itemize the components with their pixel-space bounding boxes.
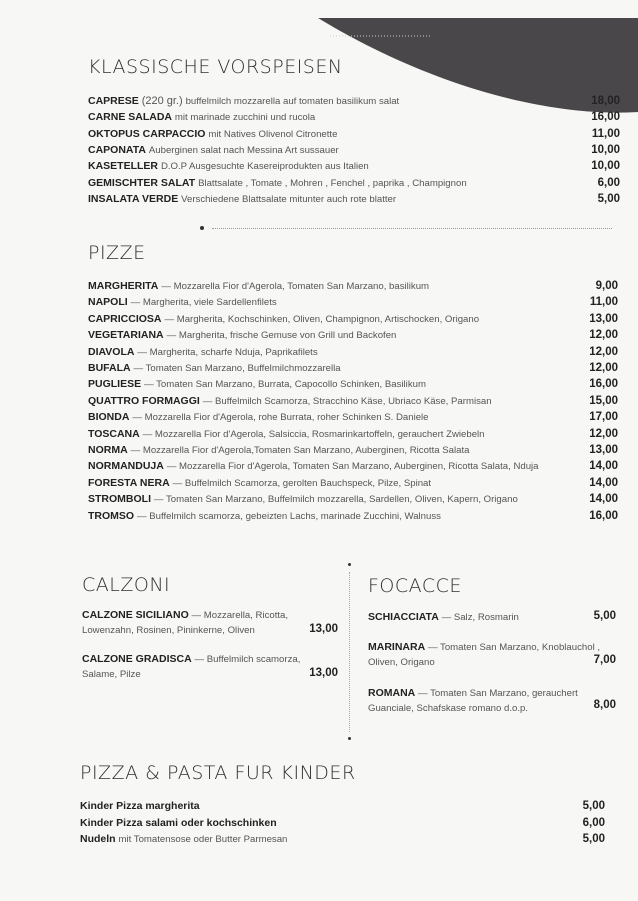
pizze-item: [88, 394, 492, 409]
dish-description: Lowenzahn, Rosinen, Pininkerne, Oliven: [82, 625, 255, 636]
dish-price: 18,00: [591, 95, 620, 107]
dish-name: BUFALA: [88, 362, 131, 374]
divider-dot: [348, 737, 351, 740]
dish-description: — Buffelmilch Scamorza, gerolten Bauchspeck, Pilze, Spinat: [172, 477, 432, 489]
dish-description: mit Tomatensose oder Butter Parmesan: [118, 834, 288, 845]
dish-description: Salame, Pilze: [82, 669, 141, 680]
dish-name: GEMISCHTER SALAT: [88, 176, 196, 189]
dish-name: PUGLIESE: [88, 378, 142, 391]
dish-description: — Tomaten San Marzano, Burrata, Capocollo Schinken, Basilikum: [144, 379, 426, 391]
dish-name: Kinder Pizza margherita: [80, 800, 200, 812]
dish-description: — Mozzarella Fior d'Agerola, Salsiccia, Rosmarinkartoffeln, gerauchert Zwiebeln: [142, 428, 485, 440]
kinder-item: [80, 799, 200, 814]
divider-dot: [200, 226, 204, 230]
dish-name: VEGETARIANA: [88, 329, 164, 342]
dish-name: BIONDA: [88, 411, 130, 424]
dish-name: OKTOPUS CARPACCIO: [88, 127, 206, 140]
pizze-item: [88, 345, 318, 360]
dish-name: STROMBOLI: [88, 493, 151, 506]
dish-price: 7,00: [593, 654, 616, 666]
dish-description: — Buffelmilch Scamorza, Stracchino Käse, Ubriaco Käse, Parmisan: [202, 395, 492, 407]
calzoni-title: CALZONI: [82, 574, 171, 596]
dish-description: — Salz, Rosmarin: [441, 612, 519, 623]
dish-price: 9,00: [595, 280, 618, 292]
dish-name: CAPRICCIOSA: [88, 312, 162, 325]
dish-price: 6,00: [582, 816, 605, 829]
dish-price: 13,00: [589, 312, 618, 325]
dish-name: MARGHERITA: [88, 280, 159, 292]
dish-description: mit Natives Olivenol Citronette: [208, 128, 338, 140]
dish-description: buffelmilch mozzarella auf tomaten basilikum salat: [185, 96, 400, 107]
dish-description: — Buffelmilch scamorza,: [194, 654, 301, 665]
dish-price: 10,00: [591, 160, 620, 173]
dish-price: 6,00: [597, 176, 620, 189]
dish-description: — Tomaten San Marzano, gerauchert: [418, 688, 578, 699]
dish-name: NAPOLI: [88, 296, 128, 309]
dish-description: — Tomaten San Marzano, Buffelmilch mozzarella, Sardellen, Oliven, Kapern, Origano: [153, 494, 518, 506]
dish-description: Auberginen salat nach Messina Art sussauer: [148, 144, 339, 156]
dish-price: 15,00: [589, 394, 618, 407]
pizze-item: [88, 410, 429, 425]
dish-price: 13,00: [309, 667, 338, 679]
pizze-item: [88, 377, 426, 392]
dish-description: — Margherita, viele Sardellenfilets: [130, 297, 277, 309]
dish-name: CALZONE SICILIANO: [82, 609, 189, 621]
pizze-title: PIZZE: [88, 242, 146, 264]
dish-description: — Mozzarella Fior d'Agerola,Tomaten San Marzano, Auberginen, Ricotta Salata: [130, 445, 470, 456]
dish-description: — Margherita, scharfe Nduja, Paprikafilets: [137, 346, 318, 358]
dish-description: — Margherita, Kochschinken, Oliven, Champignon, Artischocken, Origano: [164, 313, 480, 325]
dish-name: Nudeln: [80, 833, 116, 845]
pizze-item: [88, 459, 539, 474]
dish-price: 5,00: [582, 833, 605, 845]
dish-description: mit marinade zucchini und rucola: [174, 112, 316, 124]
dish-name: CARNE SALADA: [88, 111, 172, 124]
kinder-title: PIZZA & PASTA FUR KINDER: [80, 762, 356, 784]
dish-price: 5,00: [582, 800, 605, 812]
dish-description: Oliven, Origano: [368, 657, 435, 668]
vorspeisen-item: [88, 94, 399, 109]
vorspeisen-item: [88, 192, 396, 207]
pizze-item: [88, 312, 479, 327]
dish-description: — Tomaten San Marzano, Knoblauchol ,: [427, 642, 601, 653]
pizze-item: [88, 361, 341, 376]
dish-name: CAPRESE: [88, 95, 139, 107]
dish-name: DIAVOLA: [88, 345, 135, 358]
dish-name: SCHIACCIATA: [368, 611, 439, 623]
dish-price: 8,00: [593, 699, 616, 711]
dish-description: — Margherita, frische Gemuse von Grill und Backofen: [166, 330, 397, 342]
dish-description: — Mozzarella, Ricotta,: [191, 610, 289, 621]
pizze-item: [88, 328, 396, 343]
pizze-item: [88, 443, 469, 458]
dish-price: 12,00: [589, 345, 618, 358]
dish-price: 16,00: [589, 378, 618, 391]
dish-description: — Tomaten San Marzano, Buffelmilchmozzarella: [133, 363, 341, 374]
dish-name: CAPONATA: [88, 143, 146, 156]
kinder-item: [80, 816, 277, 831]
dish-price: 14,00: [589, 493, 618, 506]
dish-price: 13,00: [589, 444, 618, 456]
kinder-item: [80, 832, 287, 847]
dish-price: 13,00: [309, 623, 338, 635]
dish-price: 16,00: [591, 111, 620, 124]
dish-price: 11,00: [591, 127, 620, 140]
pizze-item: [88, 427, 485, 442]
dish-price: 12,00: [589, 329, 618, 342]
dish-name: MARINARA: [368, 641, 426, 653]
dish-name: NORMANDUJA: [88, 460, 164, 473]
dish-price: 10,00: [591, 143, 620, 156]
vorspeisen-item: [88, 143, 339, 158]
dish-description: Verschiedene Blattsalate mitunter auch rote blatter: [181, 193, 397, 205]
dish-description: Blattsalate , Tomate , Mohren , Fenchel , paprika , Champignon: [198, 177, 467, 189]
dish-name: NORMA: [88, 444, 128, 456]
dish-name: TROMSO: [88, 509, 135, 522]
vorspeisen-title: KLASSISCHE VORSPEISEN: [88, 56, 343, 78]
dish-name: KASETELLER: [88, 160, 159, 173]
dish-name: QUATTRO FORMAGGI: [88, 394, 200, 407]
vorspeisen-item: [88, 176, 467, 191]
dish-price: 5,00: [597, 192, 620, 205]
vorspeisen-item: [88, 127, 337, 142]
focacce-title: FOCACCE: [368, 575, 462, 597]
dish-price: 17,00: [589, 411, 618, 424]
dish-price: 12,00: [589, 427, 618, 440]
pizze-item: [88, 279, 429, 294]
dish-name: ROMANA: [368, 687, 416, 699]
dish-price: 11,00: [589, 296, 618, 309]
divider-dot: [348, 563, 351, 566]
dish-name: FORESTA NERA: [88, 476, 170, 489]
column-divider: [349, 572, 350, 732]
dish-name: INSALATA VERDE: [88, 192, 179, 205]
dish-description: Guanciale, Schafskase romano d.o.p.: [368, 703, 528, 714]
dish-weight: (220 gr.): [141, 95, 183, 107]
pizze-item: [88, 476, 431, 491]
pizze-item: [88, 509, 441, 524]
dish-description: — Mozzarella Fior d'Agerola, Tomaten San Marzano, basilikum: [161, 281, 430, 292]
vorspeisen-item: [88, 159, 369, 174]
pizze-item: [88, 492, 518, 507]
pizze-item: [88, 295, 277, 310]
dish-price: 14,00: [589, 460, 618, 473]
dish-description: — Buffelmilch scamorza, gebeizten Lachs, marinade Zucchini, Walnuss: [137, 510, 441, 522]
dish-price: 5,00: [593, 610, 616, 622]
vorspeisen-item: [88, 110, 315, 125]
dish-description: — Mozzarella Fior d'Agerola, Tomaten San Marzano, Auberginen, Ricotta Salata, Nduja: [166, 461, 539, 473]
dish-name: TOSCANA: [88, 427, 140, 440]
dish-price: 14,00: [589, 476, 618, 489]
dish-price: 12,00: [589, 362, 618, 374]
dish-description: D.O.P Ausgesuchte Kasereiprodukten aus Italien: [160, 161, 369, 173]
dish-description: — Mozzarella Fior d'Agerola, rohe Burrata, roher Schinken S. Daniele: [132, 412, 429, 424]
dish-price: 16,00: [589, 509, 618, 522]
dish-name: Kinder Pizza salami oder kochschinken: [80, 816, 277, 829]
dish-name: CALZONE GRADISCA: [82, 653, 192, 665]
divider-line: [212, 228, 612, 229]
